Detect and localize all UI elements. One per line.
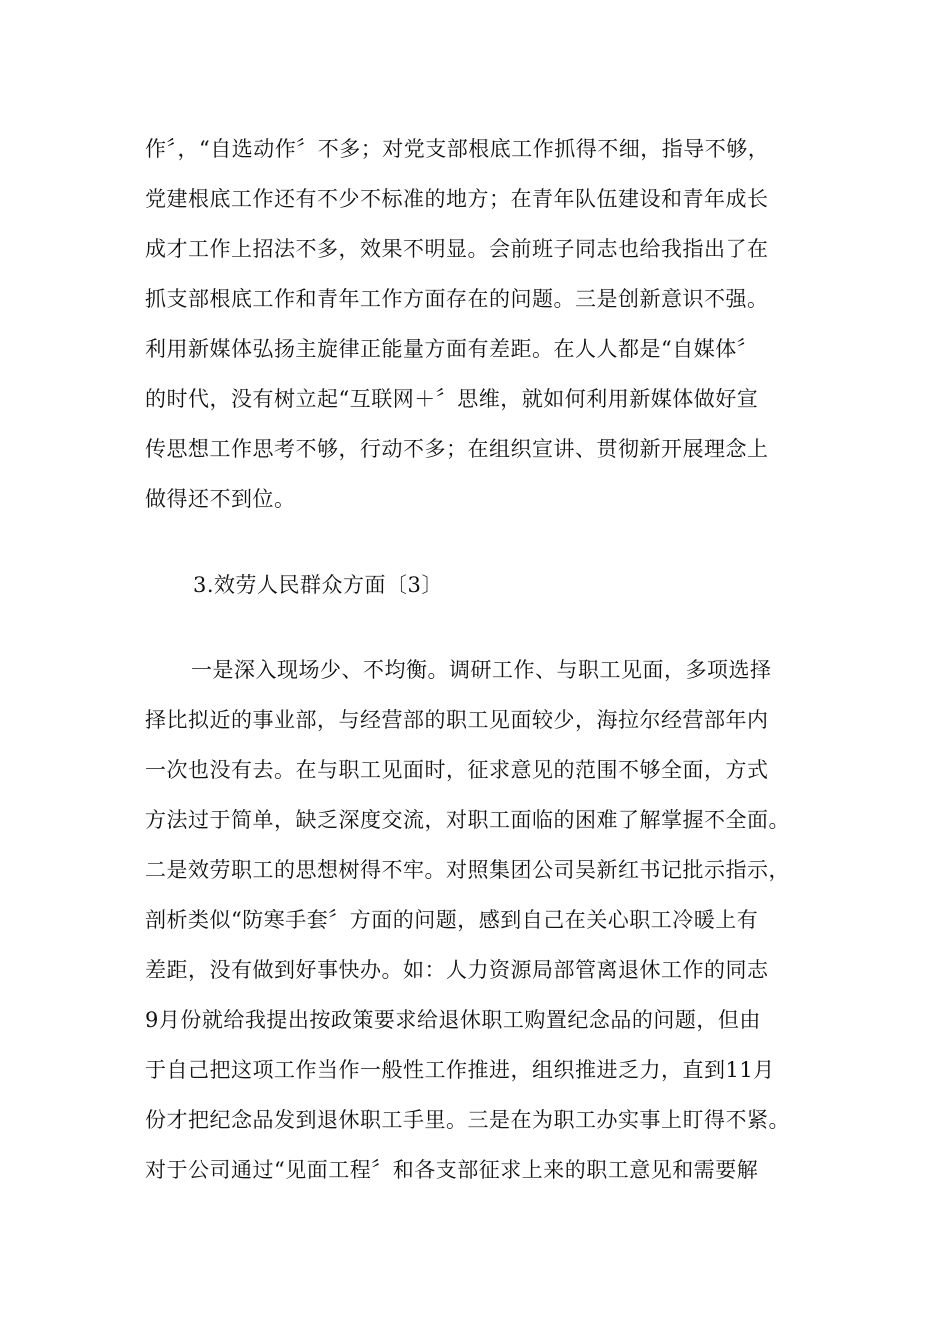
- text-line: 的时代，没有树立起“互联网＋〞思维，就如何利用新媒体做好宣: [145, 387, 759, 411]
- text-line: 方法过于简单，缺乏深度交流，对职工面临的困难了解掌握不全面。: [145, 808, 790, 832]
- text-line: 份才把纪念品发到退休职工手里。三是在为职工办实事上盯得不紧。: [145, 1108, 790, 1132]
- text-line: 一是深入现场少、不均衡。调研工作、与职工见面，多项选择: [191, 658, 772, 682]
- section-heading: 3.效劳人民群众方面〔3〕: [193, 573, 443, 597]
- text-line: 一次也没有去。在与职工见面时，征求意见的范围不够全面，方式: [145, 758, 769, 782]
- text-line: 对于公司通过“见面工程〞和各支部征求上来的职工意见和需要解: [145, 1158, 759, 1182]
- text-line: 择比拟近的事业部，与经营部的职工见面较少，海拉尔经营部年内: [145, 708, 769, 732]
- text-line: 抓支部根底工作和青年工作方面存在的问题。三是创新意识不强。: [145, 287, 769, 311]
- text-line: 作〞，“自选动作〞不多；对党支部根底工作抓得不细，指导不够，: [145, 137, 770, 161]
- text-line: 利用新媒体弘扬主旋律正能量方面有差距。在人人都是“自媒体〞: [145, 337, 759, 361]
- text-line: 于自己把这项工作当作一般性工作推进，组织推进乏力，直到11月: [145, 1058, 775, 1082]
- text-line: 成才工作上招法不多，效果不明显。会前班子同志也给我指出了在: [145, 237, 769, 261]
- text-line: 传思想工作思考不够，行动不多；在组织宣讲、贯彻新开展理念上: [145, 437, 769, 461]
- text-line: 做得还不到位。: [145, 487, 296, 511]
- text-line: 二是效劳职工的思想树得不牢。对照集团公司吴新红书记批示指示，: [145, 858, 790, 882]
- text-line: 党建根底工作还有不少不标准的地方；在青年队伍建设和青年成长: [145, 187, 769, 211]
- text-line: 9月份就给我提出按政策要求给退休职工购置纪念品的问题，但由: [145, 1008, 761, 1032]
- text-line: 剖析类似“防寒手套〞方面的问题，感到自己在关心职工冷暖上有: [145, 908, 759, 932]
- text-line: 差距，没有做到好事快办。如：人力资源局部管离退休工作的同志: [145, 958, 769, 982]
